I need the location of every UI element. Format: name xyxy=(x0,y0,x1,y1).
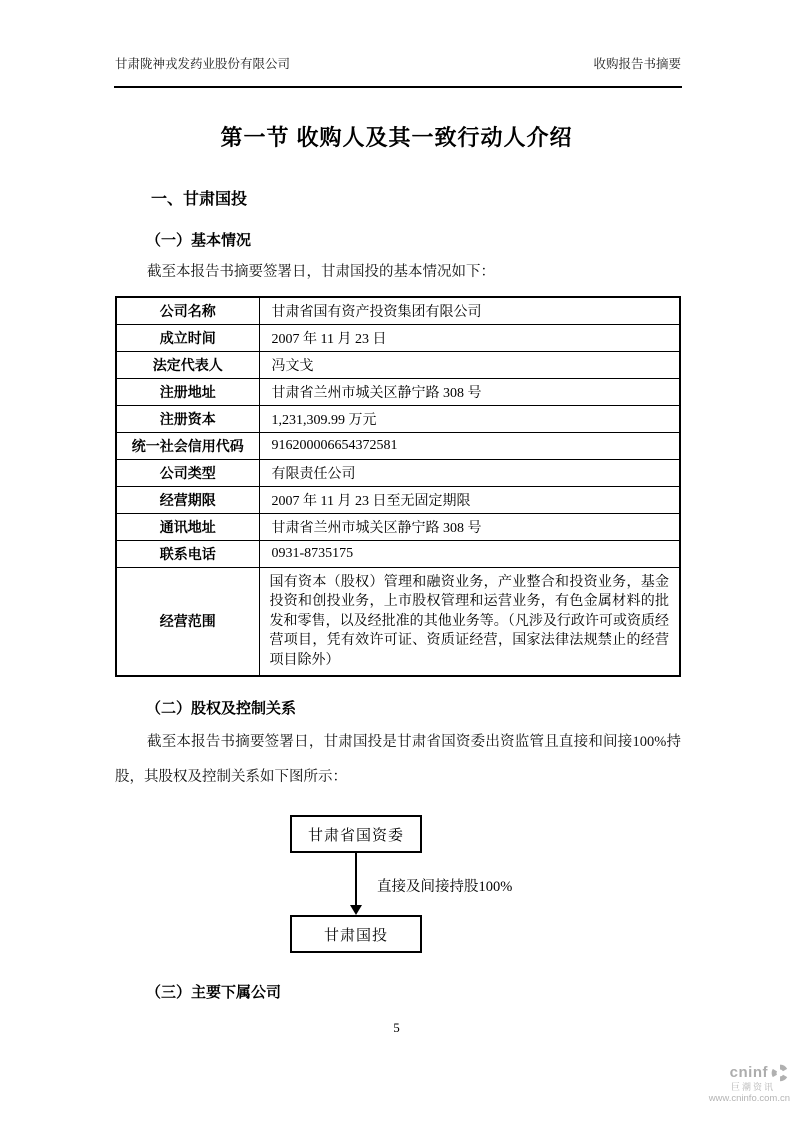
row-value: 国有资本（股权）管理和融资业务，产业整合和投资业务，基金投资和创投业务，上市股权管理和运营业务，有色金属材料的批发和零售，以及经批准的其他业务等。（凡涉及行政许可或资质经营项目，凭有效许可证、资质证经营，国家法律法规禁止的经营项目除外） xyxy=(259,567,680,676)
row-label: 联系电话 xyxy=(116,540,259,567)
table-row xyxy=(116,513,680,540)
page-header xyxy=(115,54,681,72)
page-number: 5 xyxy=(393,1020,400,1035)
header-company-name: 甘肃陇神戎发药业股份有限公司 xyxy=(115,57,291,71)
row-value: 0931-8735175 xyxy=(259,540,680,567)
table-row xyxy=(116,324,680,351)
subsection-basic-info: （一）基本情况 xyxy=(146,232,252,249)
row-value: 2007 年 11 月 23 日 xyxy=(259,324,680,351)
table-row xyxy=(116,567,680,676)
section-heading-gansu-guotou: 一、甘肃国投 xyxy=(151,191,248,208)
table-row xyxy=(116,540,680,567)
row-label: 成立时间 xyxy=(116,324,259,351)
cninfo-url-text: www.cninfo.com.cn xyxy=(708,1092,790,1104)
org-chart-shareholding-label: 直接及间接持股100% xyxy=(377,879,513,895)
row-label: 经营范围 xyxy=(116,567,259,676)
row-value: 甘肃省国有资产投资集团有限公司 xyxy=(259,297,680,324)
table-row xyxy=(116,351,680,378)
row-value: 2007 年 11 月 23 日至无固定期限 xyxy=(259,486,680,513)
row-label: 统一社会信用代码 xyxy=(116,432,259,459)
row-label: 注册地址 xyxy=(116,378,259,405)
subsection-equity-control: （二）股权及控制关系 xyxy=(146,700,297,717)
header-doc-type: 收购报告书摘要 xyxy=(593,57,681,71)
row-label: 通讯地址 xyxy=(116,513,259,540)
table-row xyxy=(116,405,680,432)
cninfo-swirl-icon xyxy=(770,1063,790,1083)
cninfo-brand-text: cninf xyxy=(729,1063,768,1081)
row-label: 公司名称 xyxy=(116,297,259,324)
table-row xyxy=(116,297,680,324)
org-chart-connector-line xyxy=(355,853,357,906)
row-label: 注册资本 xyxy=(116,405,259,432)
row-value: 甘肃省兰州市城关区静宁路 308 号 xyxy=(259,378,680,405)
header-rule xyxy=(114,86,682,88)
row-value: 916200006654372581 xyxy=(259,432,680,459)
chapter-title: 第一节 收购人及其一致行动人介绍 xyxy=(220,125,573,150)
org-chart-subsidiary-box: 甘肃国投 xyxy=(290,915,422,953)
paragraph-basic-info-intro: 截至本报告书摘要签署日，甘肃国投的基本情况如下： xyxy=(147,264,495,280)
subsection-main-subsidiaries: （三）主要下属公司 xyxy=(146,984,282,1001)
row-value: 甘肃省兰州市城关区静宁路 308 号 xyxy=(259,513,680,540)
org-chart-parent-box: 甘肃省国资委 xyxy=(290,815,422,853)
table-row xyxy=(116,459,680,486)
row-value: 有限责任公司 xyxy=(259,459,680,486)
row-value: 1,231,309.99 万元 xyxy=(259,405,680,432)
company-info-table xyxy=(115,296,681,677)
row-label: 经营期限 xyxy=(116,486,259,513)
paragraph-equity-intro: 截至本报告书摘要签署日，甘肃国投是甘肃省国资委出资监管且直接和间接100%持股，其股权及控制关系如下图所示： xyxy=(115,734,681,785)
row-value: 冯文戈 xyxy=(259,351,680,378)
table-row xyxy=(116,486,680,513)
row-label: 法定代表人 xyxy=(116,351,259,378)
arrow-down-icon xyxy=(350,905,362,915)
cninfo-logo xyxy=(698,1063,790,1104)
row-label: 公司类型 xyxy=(116,459,259,486)
table-row xyxy=(116,432,680,459)
cninfo-chinese-name: 巨潮资讯 xyxy=(730,1082,775,1092)
table-row xyxy=(116,378,680,405)
